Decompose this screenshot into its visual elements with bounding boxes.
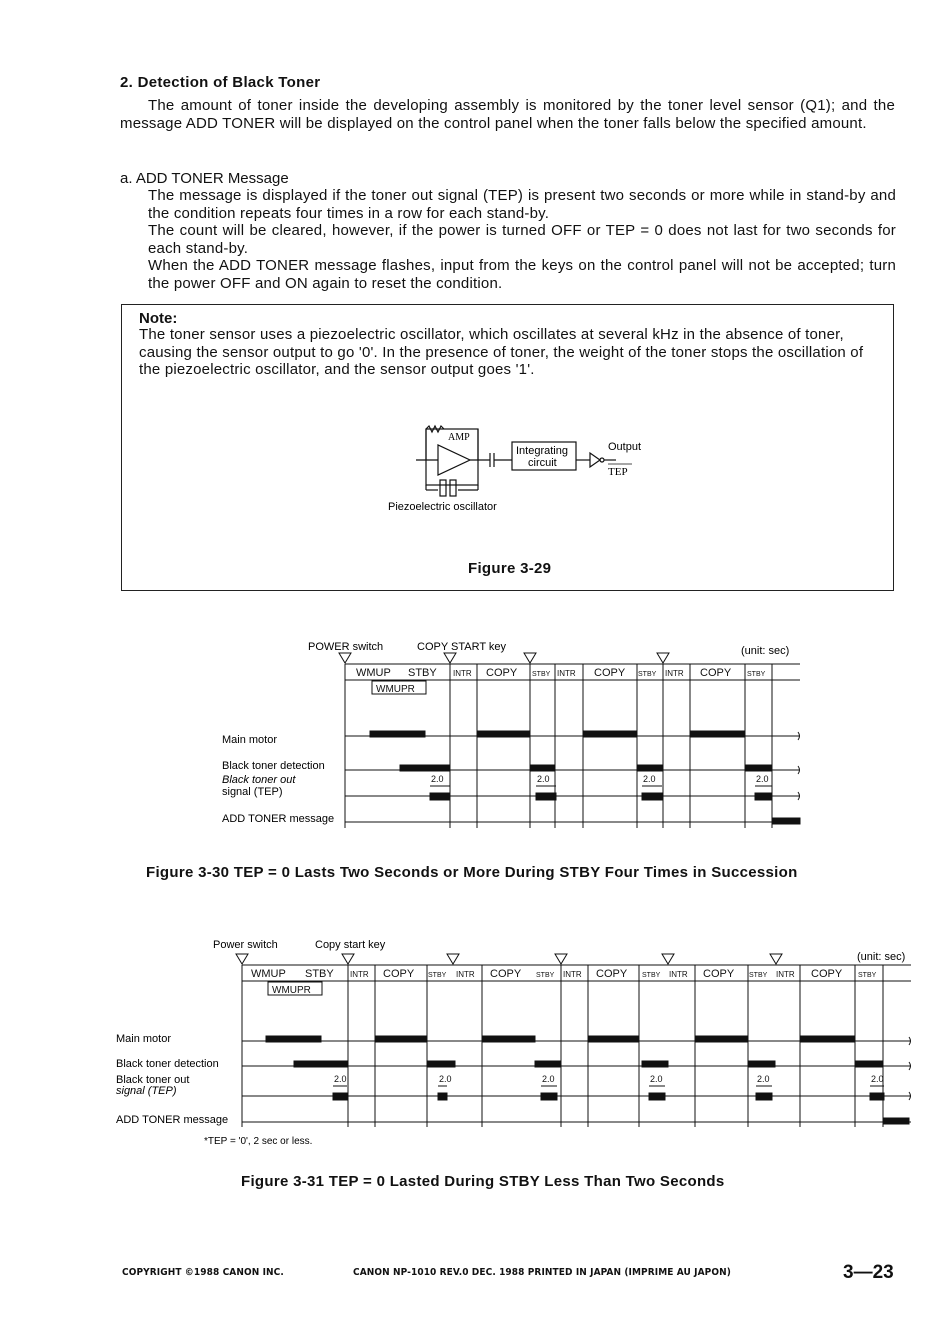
two-second-mark: 2.0 bbox=[650, 1074, 663, 1084]
two-second-mark: 2.0 bbox=[431, 774, 444, 784]
row-main-motor: Main motor bbox=[222, 734, 278, 746]
footer-center: CANON NP-1010 REV.0 DEC. 1988 PRINTED IN JAPAN (IMPRIME AU JAPON) bbox=[353, 1267, 731, 1278]
two-second-mark: 2.0 bbox=[756, 774, 769, 784]
subsection-line-1: The message is displayed if the toner out signal (TEP) is present two seconds or more while in stand-by and the condition repeats four times in a row for each stand-by. bbox=[148, 187, 896, 222]
unit-label: (unit: sec) bbox=[741, 645, 790, 657]
main-motor-on-bar bbox=[801, 1036, 855, 1042]
amplifier-triangle bbox=[438, 445, 470, 475]
main-motor-on-bar bbox=[478, 731, 530, 737]
tep-pulse bbox=[649, 1093, 665, 1100]
note-text: The toner sensor uses a piezoelectric oscillator, which oscillates at several kHz in the absence of toner, causing the sensor output to go '0'. In the presence of toner, the weight of the toner stops the oscillation of the piezoelectric oscillator, and the sensor output goes '1'. bbox=[139, 326, 864, 378]
tep-pulse bbox=[333, 1093, 347, 1100]
main-motor-on-bar bbox=[589, 1036, 639, 1042]
row-toner-out-2: Black toner out bbox=[116, 1074, 190, 1086]
phase-label-stby: STBY bbox=[858, 972, 877, 979]
output-label: Output bbox=[608, 441, 642, 453]
tep-pulse bbox=[756, 1093, 772, 1100]
phase-label-copy: COPY bbox=[594, 667, 626, 679]
copy-start-label: COPY START key bbox=[417, 641, 507, 653]
power-switch-marker bbox=[339, 653, 351, 663]
intro-text: The amount of toner inside the developing assembly is monitored by the toner level sensor (Q1); and the message ADD TONER will be displayed on the control panel when the toner falls below the specified amount. bbox=[120, 97, 895, 132]
row-tep-signal: signal (TEP) bbox=[222, 786, 283, 798]
phase-label-copy: COPY bbox=[383, 968, 415, 980]
note-label: Note: bbox=[139, 310, 178, 327]
tep-pulse bbox=[541, 1093, 557, 1100]
unit-label-2: (unit: sec) bbox=[857, 951, 906, 963]
toner-detection-bar bbox=[294, 1061, 348, 1067]
phase-label-intr: INTR bbox=[563, 970, 582, 979]
phase-label-copy: COPY bbox=[700, 667, 732, 679]
phase-label-wmup: WMUP bbox=[356, 667, 391, 679]
toner-detection-bar bbox=[428, 1061, 455, 1067]
row-toner-out: Black toner out bbox=[222, 774, 296, 786]
tep-label: TEP bbox=[608, 466, 628, 478]
two-second-mark: 2.0 bbox=[871, 1074, 884, 1084]
wmupr-label: WMUPR bbox=[272, 985, 311, 996]
phase-label-stby: STBY bbox=[642, 972, 661, 979]
two-second-mark: 2.0 bbox=[542, 1074, 555, 1084]
section-title: 2. Detection of Black Toner bbox=[120, 74, 321, 91]
row-tep-signal-2: signal (TEP) bbox=[116, 1085, 177, 1097]
copy-start-marker bbox=[657, 653, 669, 663]
tep-pulse bbox=[430, 793, 450, 800]
phase-label-stby: STBY bbox=[408, 667, 437, 679]
row-main-motor-2: Main motor bbox=[116, 1033, 172, 1045]
two-second-mark: 2.0 bbox=[757, 1074, 770, 1084]
copy-start-label-2: Copy start key bbox=[315, 939, 386, 951]
subsection-heading: a. ADD TONER Message bbox=[120, 170, 289, 187]
copy-start-marker bbox=[342, 954, 354, 964]
row-black-toner-detection-2: Black toner detection bbox=[116, 1058, 219, 1070]
phase-label-stby: STBY bbox=[749, 972, 768, 979]
oscillator-label: Piezoelectric oscillator bbox=[388, 501, 497, 513]
tep-pulse bbox=[755, 793, 772, 800]
add-toner-message-bar bbox=[772, 818, 800, 824]
phase-label-intr: INTR bbox=[557, 669, 576, 678]
main-motor-on-bar bbox=[696, 1036, 748, 1042]
add-toner-message-bar bbox=[883, 1118, 909, 1124]
main-motor-on-bar bbox=[266, 1036, 321, 1042]
toner-detection-bar bbox=[749, 1061, 775, 1067]
toner-detection-bar bbox=[400, 765, 450, 771]
tep-footnote: *TEP = '0', 2 sec or less. bbox=[204, 1136, 313, 1147]
row-black-toner-detection: Black toner detection bbox=[222, 760, 325, 772]
phase-label-intr: INTR bbox=[776, 970, 795, 979]
phase-label-intr: INTR bbox=[665, 669, 684, 678]
footer-copyright: COPYRIGHT ©1988 CANON INC. bbox=[122, 1267, 284, 1278]
copy-start-marker bbox=[770, 954, 782, 964]
tep-pulse bbox=[870, 1093, 884, 1100]
wmupr-label: WMUPR bbox=[376, 684, 415, 695]
copy-start-marker bbox=[555, 954, 567, 964]
power-switch-marker bbox=[236, 954, 248, 964]
two-second-mark: 2.0 bbox=[643, 774, 656, 784]
main-motor-on-bar bbox=[370, 731, 425, 737]
subsection-line-2: The count will be cleared, however, if the power is turned OFF or TEP = 0 does not last for two seconds for each stand-by. bbox=[148, 222, 896, 257]
phase-label-wmup: WMUP bbox=[251, 968, 286, 980]
integrating-label: Integrating bbox=[516, 445, 568, 457]
power-switch-label-2: Power switch bbox=[213, 939, 278, 951]
copy-start-marker bbox=[447, 954, 459, 964]
page-number: 3—23 bbox=[843, 1262, 894, 1283]
phase-label-stby: STBY bbox=[305, 968, 334, 980]
copy-start-marker bbox=[662, 954, 674, 964]
copy-start-marker bbox=[524, 653, 536, 663]
two-second-mark: 2.0 bbox=[439, 1074, 452, 1084]
two-second-mark: 2.0 bbox=[537, 774, 550, 784]
main-motor-on-bar bbox=[691, 731, 745, 737]
toner-detection-bar bbox=[745, 765, 772, 771]
toner-detection-bar bbox=[535, 1061, 561, 1067]
piezo-element-b bbox=[450, 480, 456, 496]
amp-label: AMP bbox=[448, 432, 470, 443]
figure-3-29-circuit bbox=[380, 420, 680, 520]
piezo-element-a bbox=[440, 480, 446, 496]
tep-pulse bbox=[438, 1093, 447, 1100]
toner-detection-bar bbox=[637, 765, 663, 771]
figure-3-31-caption: Figure 3-31 TEP = 0 Lasted During STBY Less Than Two Seconds bbox=[241, 1173, 725, 1190]
main-motor-on-bar bbox=[483, 1036, 535, 1042]
tep-pulse bbox=[536, 793, 556, 800]
phase-label-copy: COPY bbox=[490, 968, 522, 980]
intro-paragraph bbox=[120, 97, 895, 132]
row-add-toner-message: ADD TONER message bbox=[222, 813, 335, 825]
phase-label-stby: STBY bbox=[532, 671, 551, 678]
copy-start-marker bbox=[444, 653, 456, 663]
row-add-toner-message-2: ADD TONER message bbox=[116, 1114, 229, 1126]
main-motor-on-bar bbox=[584, 731, 637, 737]
phase-label-copy: COPY bbox=[596, 968, 628, 980]
phase-label-copy: COPY bbox=[811, 968, 843, 980]
phase-label-copy: COPY bbox=[703, 968, 735, 980]
phase-label-intr: INTR bbox=[453, 669, 472, 678]
toner-detection-bar bbox=[530, 765, 555, 771]
figure-3-29-caption: Figure 3-29 bbox=[468, 560, 552, 577]
phase-label-stby: STBY bbox=[428, 972, 447, 979]
figure-3-30-caption: Figure 3-30 TEP = 0 Lasts Two Seconds or More During STBY Four Times in Succession bbox=[146, 864, 798, 881]
toner-detection-bar bbox=[642, 1061, 668, 1067]
subsection-line-3: When the ADD TONER message flashes, input from the keys on the control panel will not be accepted; turn the power OFF and ON again to reset the condition. bbox=[148, 257, 896, 292]
phase-label-intr: INTR bbox=[456, 970, 475, 979]
tep-pulse bbox=[642, 793, 662, 800]
main-motor-on-bar bbox=[376, 1036, 426, 1042]
circuit-label: circuit bbox=[528, 457, 557, 469]
phase-label-stby: STBY bbox=[536, 972, 555, 979]
toner-detection-bar bbox=[856, 1061, 882, 1067]
two-second-mark: 2.0 bbox=[334, 1074, 347, 1084]
phase-label-intr: INTR bbox=[669, 970, 688, 979]
figure-3-31-timing-chart bbox=[108, 935, 920, 1150]
phase-label-stby: STBY bbox=[638, 671, 657, 678]
phase-label-intr: INTR bbox=[350, 970, 369, 979]
power-switch-label: POWER switch bbox=[308, 641, 384, 653]
figure-3-30-timing-chart bbox=[210, 636, 810, 836]
phase-label-copy: COPY bbox=[486, 667, 518, 679]
phase-label-stby: STBY bbox=[747, 671, 766, 678]
